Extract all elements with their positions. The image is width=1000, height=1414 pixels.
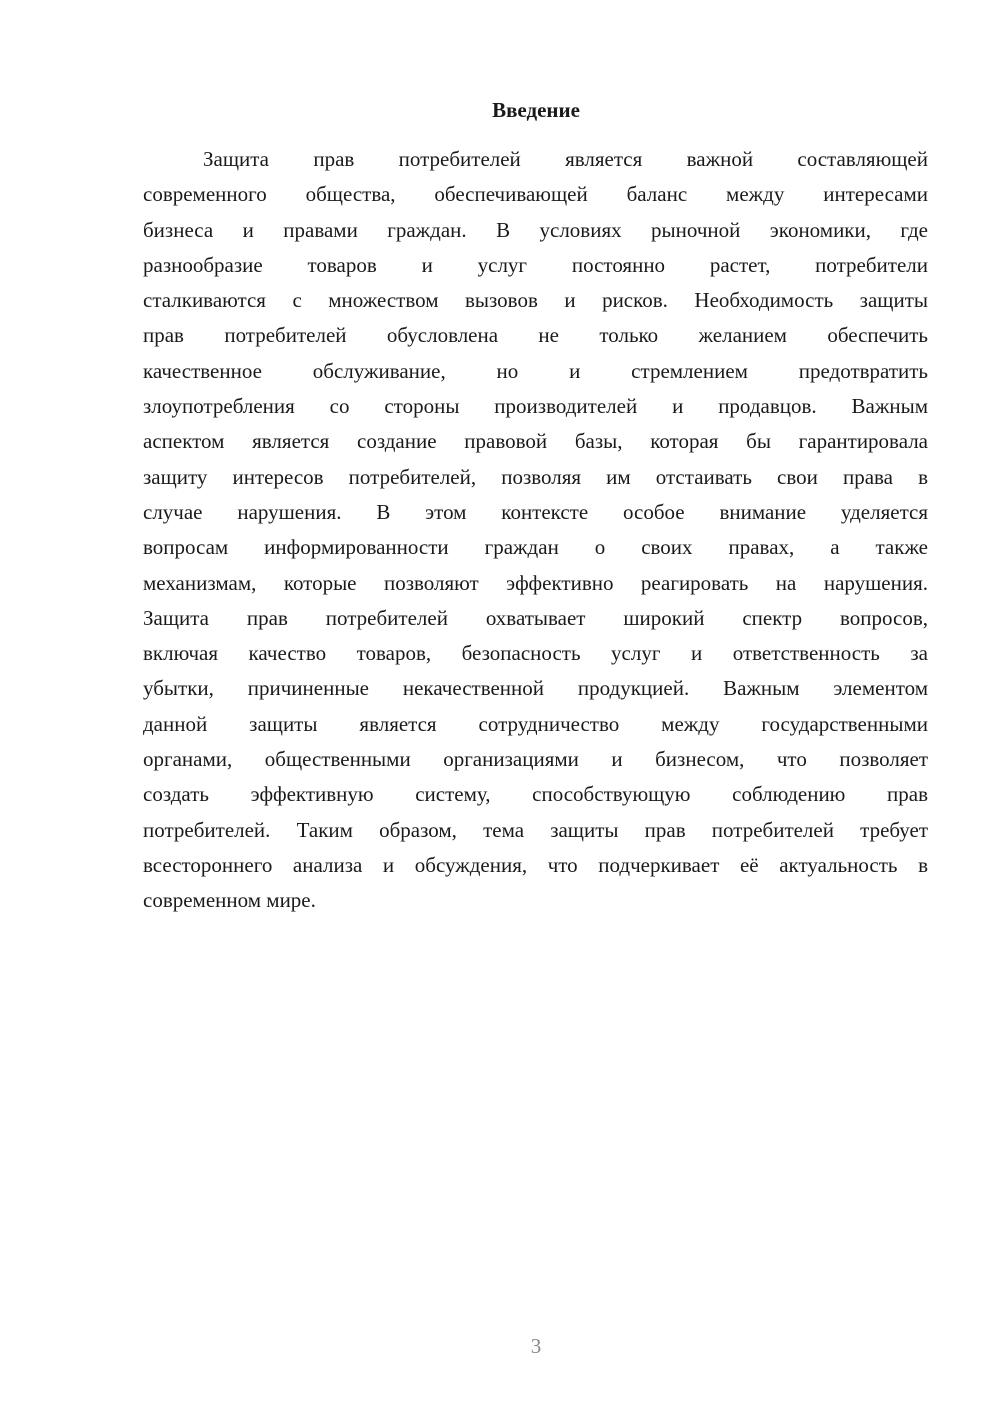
- text-line: данной защиты является сотрудничество между государственными: [143, 711, 928, 736]
- page-number: 3: [530, 1334, 542, 1358]
- text-line: злоупотребления со стороны производителей и продавцов. Важным: [143, 394, 928, 419]
- text-line: механизмам, которые позволяют эффективно реагировать на нарушения.: [143, 570, 928, 595]
- text-line: Защита прав потребителей является важной составляющей: [203, 147, 928, 171]
- paragraph: [143, 142, 928, 919]
- text-line: случае нарушения. В этом контексте особое внимание уделяется: [143, 499, 928, 524]
- text-line: прав потребителей обусловлена не только желанием обеспечить: [143, 323, 928, 348]
- section-title: Введение: [492, 98, 580, 122]
- text-line: органами, общественными организациями и бизнесом, что позволяет: [143, 747, 928, 772]
- text-line: сталкиваются с множеством вызовов и рисков. Необходимость защиты: [143, 288, 928, 313]
- text-line: всестороннего анализа и обсуждения, что подчеркивает её актуальность в: [143, 852, 928, 877]
- text-line: разнообразие товаров и услуг постоянно растет, потребители: [143, 252, 928, 277]
- text-line: убытки, причиненные некачественной продукцией. Важным элементом: [143, 676, 928, 701]
- text-line: защиту интересов потребителей, позволяя им отстаивать свои права в: [143, 464, 928, 489]
- text-line: включая качество товаров, безопасность услуг и ответственность за: [143, 641, 928, 666]
- text-line: современном мире.: [143, 888, 316, 913]
- text-line: бизнеса и правами граждан. В условиях рыночной экономики, где: [143, 217, 928, 242]
- text-line: качественное обслуживание, но и стремлением предотвратить: [143, 358, 928, 383]
- text-line: аспектом является создание правовой базы, которая бы гарантировала: [143, 429, 928, 454]
- text-line: современного общества, обеспечивающей баланс между интересами: [143, 182, 928, 207]
- text-line: создать эффективную систему, способствующую соблюдению прав: [143, 782, 928, 807]
- text-line: вопросам информированности граждан о своих правах, а также: [143, 535, 928, 560]
- text-line: Защита прав потребителей охватывает широкий спектр вопросов,: [143, 605, 928, 630]
- text-line: потребителей. Таким образом, тема защиты прав потребителей требует: [143, 817, 928, 842]
